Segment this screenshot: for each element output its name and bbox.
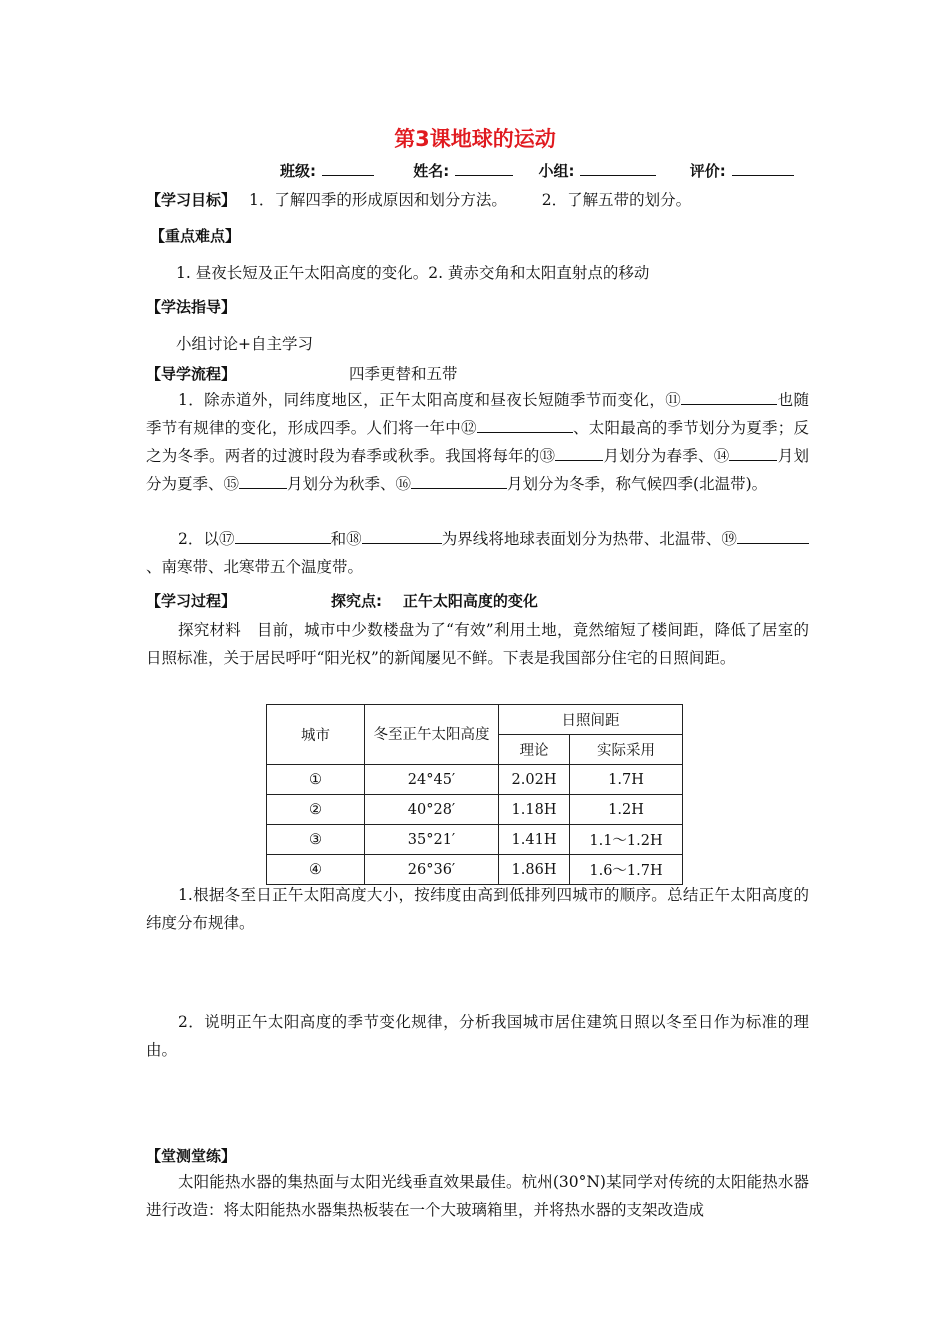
flow-p2-text: 和⑱ [330, 530, 362, 548]
group-blank [580, 161, 656, 176]
table-header-city: 城市 [267, 705, 365, 765]
table-cell-actual: 1.7H [570, 765, 683, 795]
explore-topic: 正午太阳高度的变化 [402, 592, 538, 610]
process-label: 【学习过程】 [146, 592, 237, 610]
blank-12 [477, 417, 573, 433]
key-label: 【重点难点】 [150, 227, 241, 245]
blank-14 [729, 445, 777, 461]
blank-16 [411, 473, 507, 489]
name-label: 姓名: [413, 162, 450, 180]
flow-p2-text: 为界线将地球表面划分为热带、北温带、⑲ [441, 530, 737, 548]
table-cell-actual: 1.1～1.2H [570, 825, 683, 855]
flow-p1-text: 月划分为夏季、⑮ [146, 447, 809, 493]
goals-label: 【学习目标】 [146, 191, 237, 209]
table-cell-city: ③ [267, 825, 365, 855]
key-text: 1. 昼夜长短及正午太阳高度的变化。2. 黄赤交角和太阳直射点的移动 [176, 264, 650, 282]
table-cell-theory: 2.02H [499, 765, 570, 795]
table-cell-city: ④ [267, 855, 365, 885]
goals-row [146, 188, 691, 210]
sunlight-spacing-table [266, 704, 683, 885]
explore-label: 探究点: [330, 592, 382, 610]
page-title: 第3课地球的运动 [394, 127, 556, 151]
table-row [267, 825, 683, 855]
method-text: 小组讨论+自主学习 [176, 335, 313, 353]
table-cell-angle: 24°45′ [365, 765, 499, 795]
table-cell-theory: 1.41H [499, 825, 570, 855]
question-1: 1.根据冬至日正午太阳高度大小，按纬度由高到低排列四城市的顺序。总结正午太阳高度的纬度分布规律。 [146, 886, 809, 932]
flow-p1-text: 月划分为春季、⑭ [603, 447, 730, 465]
table-cell-theory: 1.18H [499, 795, 570, 825]
flow-label: 【导学流程】 [146, 365, 237, 383]
table-row [267, 855, 683, 885]
table-cell-theory: 1.86H [499, 855, 570, 885]
table-header-theory: 理论 [499, 735, 570, 765]
flow-topic: 四季更替和五带 [348, 365, 458, 383]
blank-17 [235, 528, 331, 544]
flow-p2-text: 2．以⑰ [178, 530, 235, 548]
flow-p1-text: 、太阳最高的季节划分为夏季；反之为冬季。两者的过渡时段为春季或秋季。我国将每年的⑬ [146, 419, 809, 465]
table-row [267, 795, 683, 825]
blank-13 [555, 445, 603, 461]
blank-18 [362, 528, 442, 544]
class-label: 班级: [280, 162, 316, 180]
process-row [146, 590, 538, 611]
flow-p1-text: 1．除赤道外，同纬度地区，正午太阳高度和昼夜长短随季节而变化，⑪ [178, 391, 682, 409]
class-blank [322, 161, 374, 176]
blank-19 [737, 528, 809, 544]
table-cell-angle: 26°36′ [365, 855, 499, 885]
flow-paragraph-1 [146, 386, 809, 498]
practice-label: 【堂测堂练】 [146, 1147, 237, 1165]
table-row [267, 765, 683, 795]
flow-row [146, 362, 457, 384]
question-2: 2．说明正午太阳高度的季节变化规律，分析我国城市居住建筑日照以冬至日作为标准的理由。 [146, 1013, 809, 1059]
flow-p1-text: 月划分为秋季、⑯ [287, 475, 412, 493]
flow-p1-text: 也随季节有规律的变化，形成四季。人们将一年中⑫ [146, 391, 809, 437]
table-header-actual: 实际采用 [570, 735, 683, 765]
goal-item-2: 2．了解五带的划分。 [541, 191, 692, 209]
student-info-row [280, 160, 800, 181]
table-header-spacing: 日照间距 [499, 705, 683, 735]
flow-paragraph-2 [146, 525, 809, 581]
blank-15 [239, 473, 287, 489]
explore-material: 探究材料 目前，城市中少数楼盘为了“有效”利用土地，竟然缩短了楼间距，降低了居室的日照标准，关于居民呼吁“阳光权”的新闻屡见不鲜。下表是我国部分住宅的日照间距。 [146, 621, 809, 667]
table-cell-city: ① [267, 765, 365, 795]
table-cell-angle: 35°21′ [365, 825, 499, 855]
goal-item-1: 1．了解四季的形成原因和划分方法。 [248, 191, 507, 209]
table-cell-actual: 1.6～1.7H [570, 855, 683, 885]
name-blank [455, 161, 513, 176]
blank-11 [681, 389, 777, 405]
table-cell-actual: 1.2H [570, 795, 683, 825]
flow-p1-text: 月划分为冬季，称气候四季(北温带)。 [507, 475, 768, 493]
eval-blank [732, 161, 794, 176]
table-cell-angle: 40°28′ [365, 795, 499, 825]
flow-p2-text: 、南寒带、北寒带五个温度带。 [146, 558, 364, 576]
table-cell-city: ② [267, 795, 365, 825]
table-header-angle: 冬至正午太阳高度 [365, 705, 499, 765]
method-label: 【学法指导】 [146, 298, 237, 316]
practice-text: 太阳能热水器的集热面与太阳光线垂直效果最佳。杭州(30°N)某同学对传统的太阳能热水器进行改造：将太阳能热水器集热板装在一个大玻璃箱里，并将热水器的支架改造成 [146, 1173, 809, 1219]
eval-label: 评价: [689, 162, 726, 180]
group-label: 小组: [538, 162, 575, 180]
